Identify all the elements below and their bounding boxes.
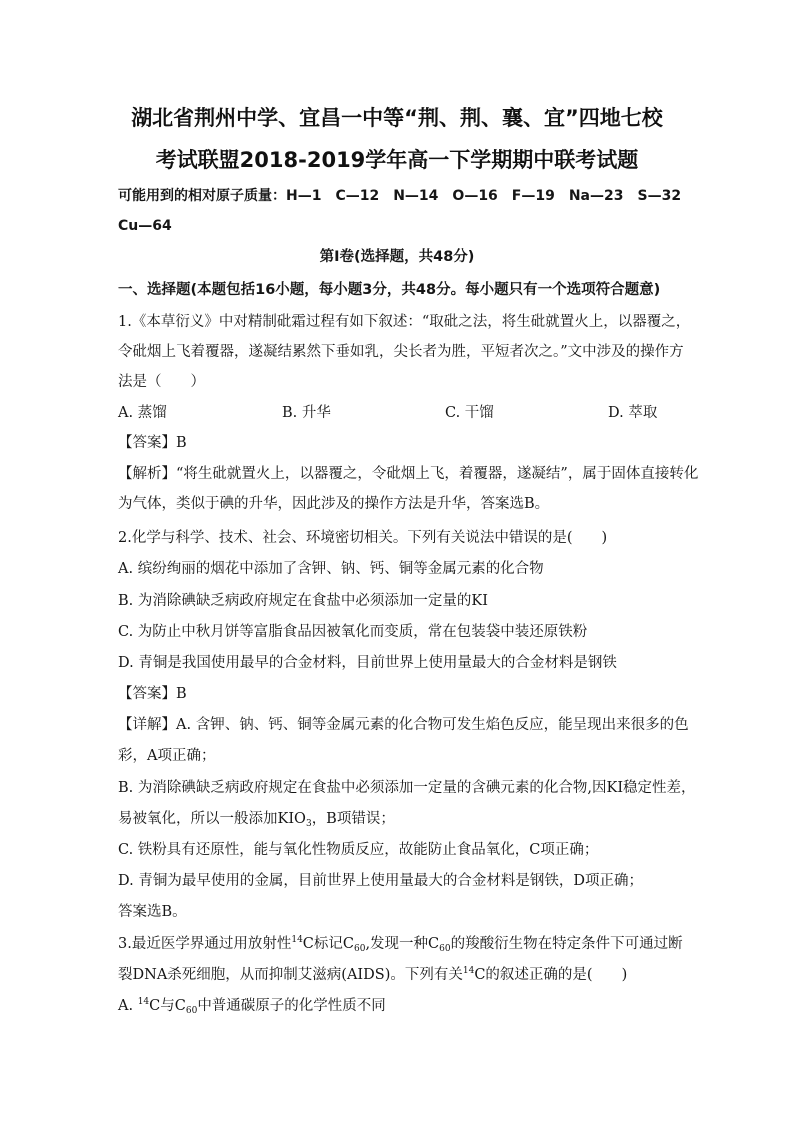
q3-stem-2-a: 裂DNA杀死细胞，从而抑制艾滋病(AIDS)。下列有关 (118, 967, 463, 983)
q1-analysis-line-1: 【解析】“将生砒就置火上，以器覆之，令砒烟上飞，着覆器，遂凝结”，属于固体直接转化 (118, 466, 699, 482)
volume-title: 第Ⅰ卷(选择题，共48分) (319, 249, 475, 265)
atomic-mass-line-2: Cu—64 (118, 218, 172, 234)
q2-detail-line-3: B. 为消除碘缺乏病政府规定在食盐中必须添加一定量的含碘元素的化合物,因KI稳定性差， (118, 780, 696, 796)
q3-option-a (118, 996, 386, 1016)
q3-stem-2-b: C的叙述正确的是( ) (474, 967, 628, 983)
q1-stem-line-1: 1.《本草衍义》中对精制砒霜过程有如下叙述：“取砒之法，将生砒就置火上，以器覆之， (118, 314, 691, 330)
q2-detail-4-sub: 3 (305, 819, 312, 829)
q3-c60-sub-1: 60 (354, 944, 366, 954)
q3-isotope-mass-2: 14 (462, 966, 475, 976)
q2-option-d: D. 青铜是我国使用最早的合金材料，目前世界上使用量最大的合金材料是钢铁 (118, 655, 617, 671)
q2-conclusion: 答案选B。 (118, 904, 187, 920)
q2-detail-line-1: 【详解】A. 含钾、钠、钙、铜等金属元素的化合物可发生焰色反应，能呈现出来很多的色 (118, 717, 689, 733)
q1-option-a: A. 蒸馏 (118, 405, 167, 421)
q3-stem-line-2 (118, 965, 627, 985)
q3-c60-sub-2: 60 (439, 944, 451, 954)
q1-stem-line-2: 令砒烟上飞着覆器，遂凝结累然下垂如乳，尖长者为胜，平短者次之。”文中涉及的操作方 (118, 344, 684, 360)
q2-option-c: C. 为防止中秋月饼等富脂食品因被氧化而变质，常在包装袋中装还原铁粉 (118, 624, 588, 640)
q2-option-a: A. 缤纷绚丽的烟花中添加了含钾、钠、钙、铜等金属元素的化合物 (118, 561, 544, 577)
q2-detail-4-pre: 易被氧化，所以一般添加KIO (118, 811, 306, 827)
q1-stem-line-3: 法是（ ） (118, 374, 205, 390)
q3-stem-1-c: ,发现一种C (365, 936, 440, 952)
q3-option-a-mid: C与C (149, 998, 186, 1014)
q3-stem-1-d: 的羧酸衍生物在特定条件下可通过断 (450, 936, 683, 952)
q2-detail-4-post: ，B项错误； (311, 811, 395, 827)
q2-stem: 2.化学与科学、技术、社会、环境密切相关。下列有关说法中错误的是( ) (118, 530, 608, 546)
q2-answer: 【答案】B (118, 686, 187, 702)
q3-stem-1-a: 3.最近医学界通过用放射性 (118, 936, 292, 952)
q3-isotope-mass-3: 14 (137, 997, 150, 1007)
q3-stem-1-b: C标记C (302, 936, 354, 952)
page-title-line-1: 湖北省荆州中学、宜昌一中等“荆、荆、襄、宜”四地七校 (131, 106, 663, 130)
section-heading: 一、选择题(本题包括16小题，每小题3分，共48分。每小题只有一个选项符合题意) (118, 282, 661, 298)
q2-detail-line-5: C. 铁粉具有还原性，能与氧化性物质反应，故能防止食品氧化，C项正确； (118, 842, 599, 858)
q2-option-b: B. 为消除碘缺乏病政府规定在食盐中必须添加一定量的KI (118, 593, 488, 609)
q3-option-a-pre: A. (118, 998, 138, 1014)
atomic-mass-line-1: 可能用到的相对原子质量：H—1 C—12 N—14 O—16 F—19 Na—23 S—32 (118, 188, 682, 204)
q3-stem-line-1 (118, 934, 683, 954)
q1-analysis-line-2: 为气体，类似于碘的升华，因此涉及的操作方法是升华，答案选B。 (118, 496, 550, 512)
q1-option-d: D. 萃取 (608, 405, 658, 421)
q3-option-a-post: 中普通碳原子的化学性质不同 (197, 998, 386, 1014)
q2-detail-line-6: D. 青铜为最早使用的金属，目前世界上使用量最大的合金材料是钢铁，D项正确； (118, 873, 643, 889)
q3-isotope-mass-1: 14 (291, 935, 303, 945)
q3-c60-sub-3: 60 (185, 1006, 198, 1016)
page-title-line-2: 考试联盟2018-2019学年高一下学期期中联考试题 (155, 148, 639, 172)
q1-option-b: B. 升华 (282, 405, 331, 421)
q1-option-c: C. 干馏 (445, 405, 494, 421)
q1-answer: 【答案】B (118, 435, 187, 451)
q2-detail-line-4 (118, 809, 395, 829)
q2-detail-line-2: 彩，A项正确； (118, 748, 216, 764)
